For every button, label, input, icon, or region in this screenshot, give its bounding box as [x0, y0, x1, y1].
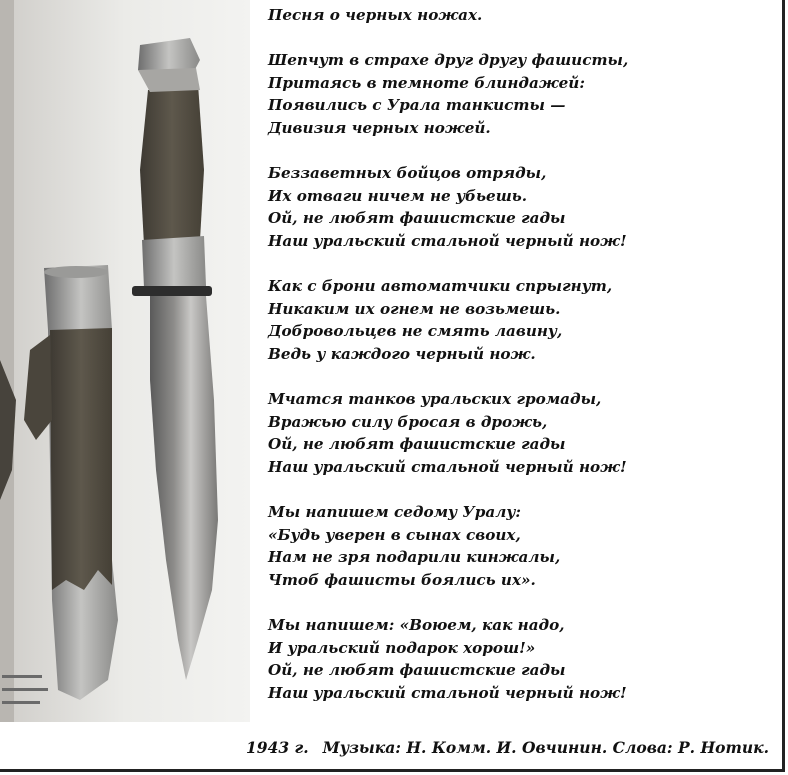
- stanza-6: [268, 614, 778, 704]
- stanza-3: [268, 275, 778, 365]
- poem-title: Песня о черных ножах.: [268, 6, 483, 24]
- poem-line: Вражью силу бросая в дрожь,: [268, 412, 548, 431]
- knife-photo: [0, 0, 250, 722]
- poem-line: Притаясь в темноте блиндажей:: [268, 73, 585, 92]
- poem: [268, 4, 778, 727]
- poem-line: Чтоб фашисты боялись их».: [268, 570, 536, 589]
- poem-line: Их отваги ничем не убьешь.: [268, 186, 528, 205]
- poem-line: Мчатся танков уральских громады,: [268, 390, 602, 409]
- poem-line: Ой, не любят фашистские гады: [268, 661, 566, 680]
- poem-line: И уральский подарок хорош!»: [268, 638, 536, 657]
- poem-line: Наш уральский стальной черный нож!: [268, 457, 627, 476]
- poem-line: Появились с Урала танкисты —: [268, 96, 566, 115]
- poem-line: Как с брони автоматчики спрыгнут,: [268, 277, 613, 296]
- poem-line: Никаким их огнем не возьмешь.: [268, 299, 561, 318]
- poem-line: Ведь у каждого черный нож.: [268, 344, 536, 363]
- poem-line: Шепчут в страхе друг другу фашисты,: [268, 51, 629, 70]
- poem-line: Мы напишем седому Уралу:: [268, 503, 522, 522]
- poem-line: «Будь уверен в сынах своих,: [268, 525, 521, 544]
- song-authors: Музыка: Н. Комм. И. Овчинин. Слова: Р. Нотик.: [322, 738, 770, 757]
- stanza-4: [268, 388, 778, 478]
- song-credits: [246, 738, 786, 757]
- poem-line: Наш уральский стальной черный нож!: [268, 231, 627, 250]
- stanza-5: [268, 501, 778, 591]
- poem-line: Ой, не любят фашистские гады: [268, 209, 566, 228]
- poem-line: Наш уральский стальной черный нож!: [268, 683, 627, 702]
- poem-line: Дивизия черных ножей.: [268, 118, 491, 137]
- song-year: 1943 г.: [246, 738, 309, 757]
- poem-line: Нам не зря подарили кинжалы,: [268, 548, 561, 567]
- stanza-2: [268, 162, 778, 252]
- poem-line: Добровольцев не смять лавину,: [268, 322, 563, 341]
- poem-line: Мы напишем: «Воюем, как надо,: [268, 616, 565, 635]
- poem-title-block: [268, 4, 778, 27]
- poem-line: Ой, не любят фашистские гады: [268, 435, 566, 454]
- stanza-1: [268, 49, 778, 139]
- poem-line: Беззаветных бойцов отряды,: [268, 164, 547, 183]
